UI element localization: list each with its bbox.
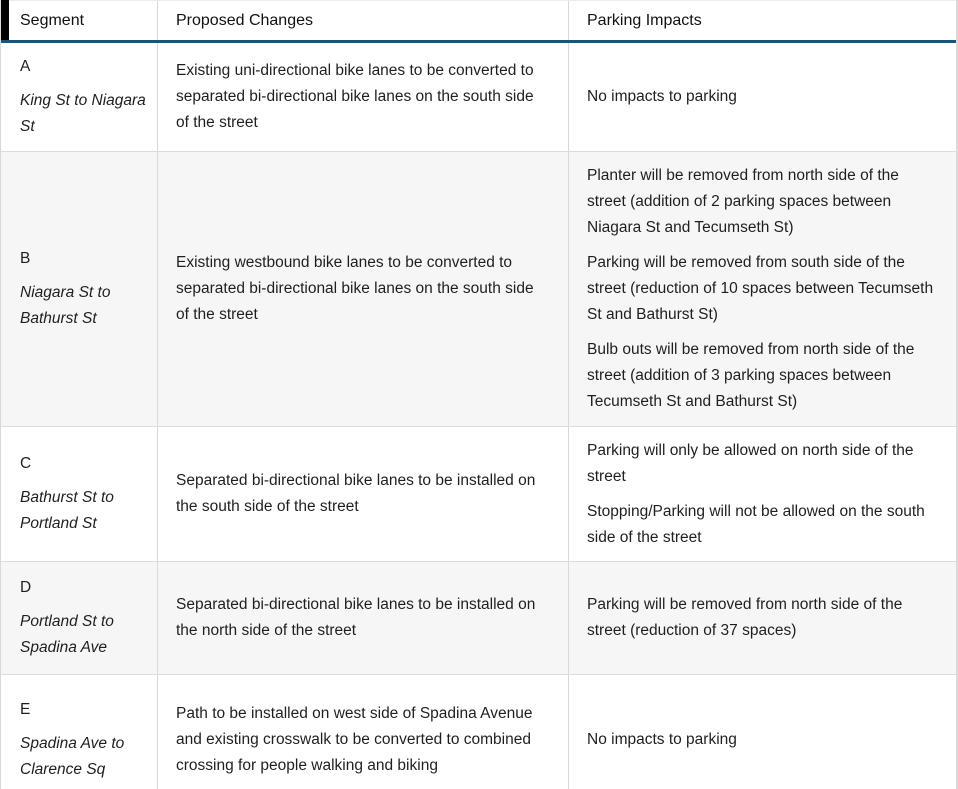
segment-cell bbox=[1, 43, 158, 151]
proposed-changes-text: Existing uni-directional bike lanes to be converted to separated bi-directional bike lanes on the south side of the street bbox=[176, 62, 534, 131]
segment-cell bbox=[1, 152, 158, 426]
parking-impact-text: Parking will be removed from south side of the street (reduction of 10 spaces between Tecumseth St and Bathurst St) bbox=[587, 254, 934, 323]
table-header-row bbox=[1, 0, 956, 43]
parking-impact-text: No impacts to parking bbox=[587, 731, 737, 748]
proposed-changes-cell bbox=[158, 427, 569, 561]
parking-impact-text: No impacts to parking bbox=[587, 88, 737, 105]
segment-range: Bathurst St to Portland St bbox=[20, 489, 114, 532]
parking-impacts-cell bbox=[569, 152, 956, 426]
proposed-changes-cell bbox=[158, 675, 569, 789]
segment-range: Portland St to Spadina Ave bbox=[20, 613, 114, 656]
proposed-changes-text: Separated bi-directional bike lanes to be installed on the south side of the street bbox=[176, 472, 536, 515]
segment-cell bbox=[1, 562, 158, 674]
proposed-changes-cell bbox=[158, 43, 569, 151]
table-row bbox=[1, 151, 956, 426]
segment-id: E bbox=[20, 701, 31, 718]
segment-range: Spadina Ave to Clarence Sq bbox=[20, 735, 125, 778]
table-row bbox=[1, 561, 956, 674]
proposed-changes-text: Separated bi-directional bike lanes to be installed on the north side of the street bbox=[176, 596, 536, 639]
parking-impact-text: Parking will be removed from north side of the street (reduction of 37 spaces) bbox=[587, 596, 903, 639]
parking-impacts-cell bbox=[569, 43, 956, 151]
segment-id: C bbox=[20, 455, 32, 472]
proposed-changes-cell bbox=[158, 152, 569, 426]
parking-impacts-cell bbox=[569, 675, 956, 789]
segment-cell bbox=[1, 675, 158, 789]
parking-impact-text: Planter will be removed from north side of the street (addition of 2 parking spaces between Niagara St and Tecumseth St) bbox=[587, 167, 899, 236]
parking-impacts-cell bbox=[569, 562, 956, 674]
proposed-changes-text: Existing westbound bike lanes to be converted to separated bi-directional bike lanes on the south side of the street bbox=[176, 254, 534, 323]
proposed-changes-text: Path to be installed on west side of Spadina Avenue and existing crosswalk to be converted to combined crossing for people walking and biking bbox=[176, 705, 533, 774]
table-row bbox=[1, 674, 956, 789]
parking-impact-text: Parking will only be allowed on north side of the street bbox=[587, 441, 914, 485]
table-row bbox=[1, 426, 956, 561]
header-proposed-changes: Proposed Changes bbox=[158, 1, 569, 40]
header-parking-impacts: Parking Impacts bbox=[587, 11, 702, 29]
segment-range: King St to Niagara St bbox=[20, 92, 146, 135]
segment-id: B bbox=[20, 250, 31, 267]
segment-id: A bbox=[20, 58, 31, 75]
left-edge-marker bbox=[1, 0, 9, 40]
parking-impacts-cell bbox=[569, 427, 956, 561]
segment-range: Niagara St to Bathurst St bbox=[20, 284, 111, 327]
table-row bbox=[1, 43, 956, 151]
segment-cell bbox=[1, 427, 158, 561]
proposed-changes-cell bbox=[158, 562, 569, 674]
parking-impact-text: Stopping/Parking will not be allowed on the south side of the street bbox=[587, 502, 925, 546]
header-segment: Segment bbox=[1, 1, 158, 40]
parking-impact-text: Bulb outs will be removed from north side of the street (addition of 3 parking spaces between Tecumseth St and Bathurst St) bbox=[587, 341, 915, 410]
segment-id: D bbox=[20, 579, 32, 596]
